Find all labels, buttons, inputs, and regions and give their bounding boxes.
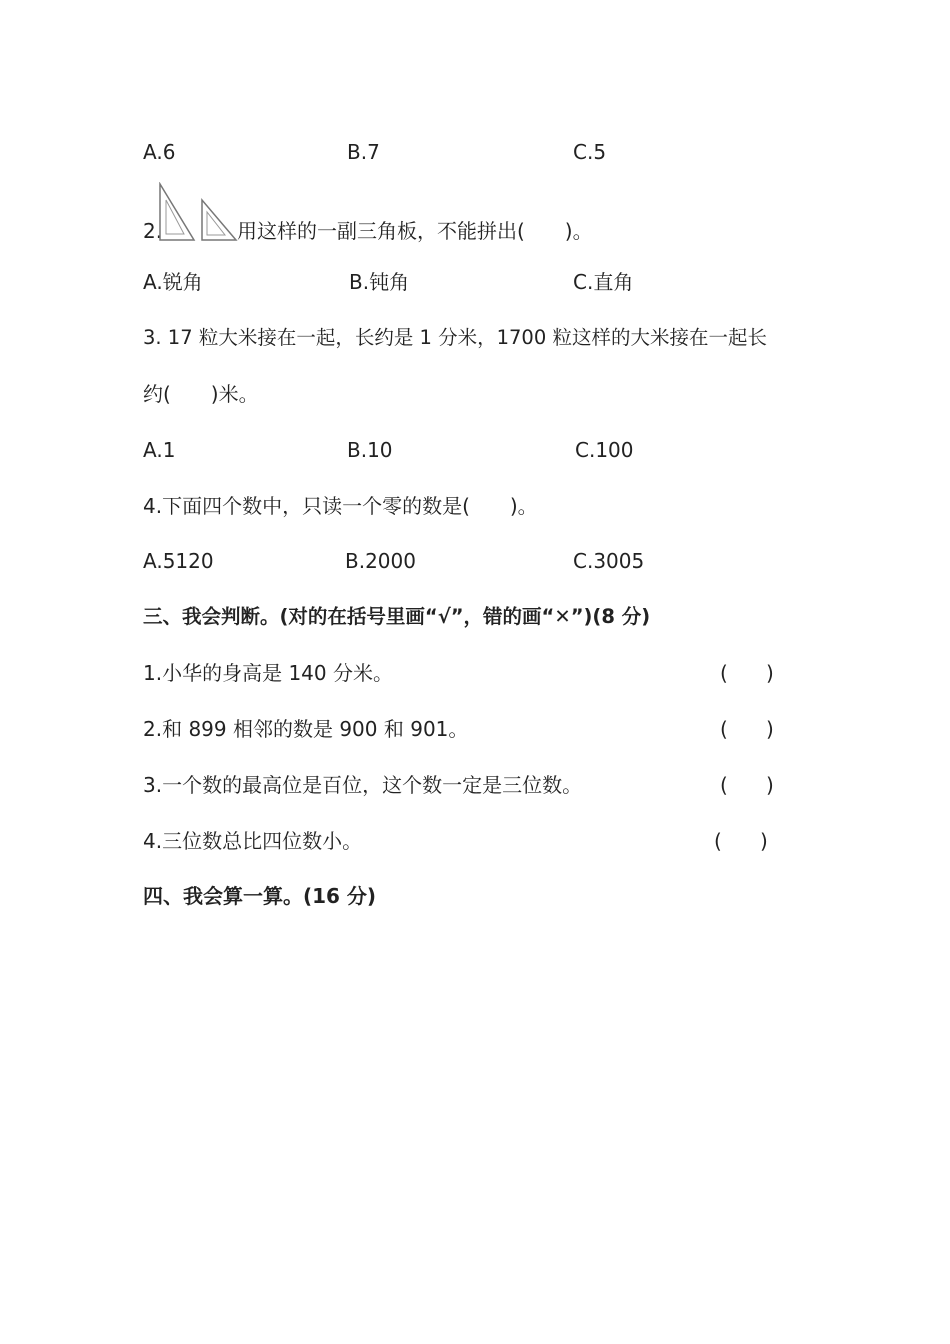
- q3-line-1: 3. 17 粒大米接在一起，长约是 1 分米，1700 粒这样的大米接在一起长: [143, 326, 767, 349]
- q4-option-c: C.3005: [573, 549, 645, 573]
- q4-option-a: A.5120: [143, 549, 214, 573]
- judge-item-2-text: 2.和 899 相邻的数是 900 和 901。: [143, 717, 469, 741]
- q2-option-c: C.直角: [573, 270, 634, 294]
- section-4-title: 四、我会算一算。(16 分): [143, 884, 377, 908]
- q4-option-b: B.2000: [345, 549, 416, 573]
- q4-text: 4.下面四个数中，只读一个零的数是( )。: [143, 494, 538, 518]
- judge-item-1-answer-box[interactable]: ( ): [720, 661, 774, 685]
- q3-option-c: C.100: [575, 438, 634, 462]
- judge-item-1-text: 1.小华的身高是 140 分米。: [143, 661, 393, 685]
- q2-option-a: A.锐角: [143, 270, 203, 294]
- q2-text: 用这样的一副三角板，不能拼出( )。: [237, 219, 593, 243]
- judge-item-4-text: 4.三位数总比四位数小。: [143, 829, 363, 853]
- judge-item-3-answer-box[interactable]: ( ): [720, 773, 774, 797]
- q1-option-a: A.6: [143, 140, 176, 164]
- section-3-title: 三、我会判断。(对的在括号里画“√”，错的画“✕”)(8 分): [143, 605, 651, 628]
- judge-item-2-answer-box[interactable]: ( ): [720, 717, 774, 741]
- q3-option-a: A.1: [143, 438, 176, 462]
- q3-line-2: 约( )米。: [143, 382, 259, 406]
- q3-option-b: B.10: [347, 438, 393, 462]
- q1-option-b: B.7: [347, 140, 380, 164]
- q2-option-b: B.钝角: [349, 270, 410, 294]
- judge-item-3-text: 3.一个数的最高位是百位，这个数一定是三位数。: [143, 773, 583, 797]
- q1-option-c: C.5: [573, 140, 607, 164]
- triangle-rulers-icon: [158, 182, 238, 244]
- q2-number: 2.: [143, 219, 163, 243]
- judge-item-4-answer-box[interactable]: ( ): [714, 829, 768, 853]
